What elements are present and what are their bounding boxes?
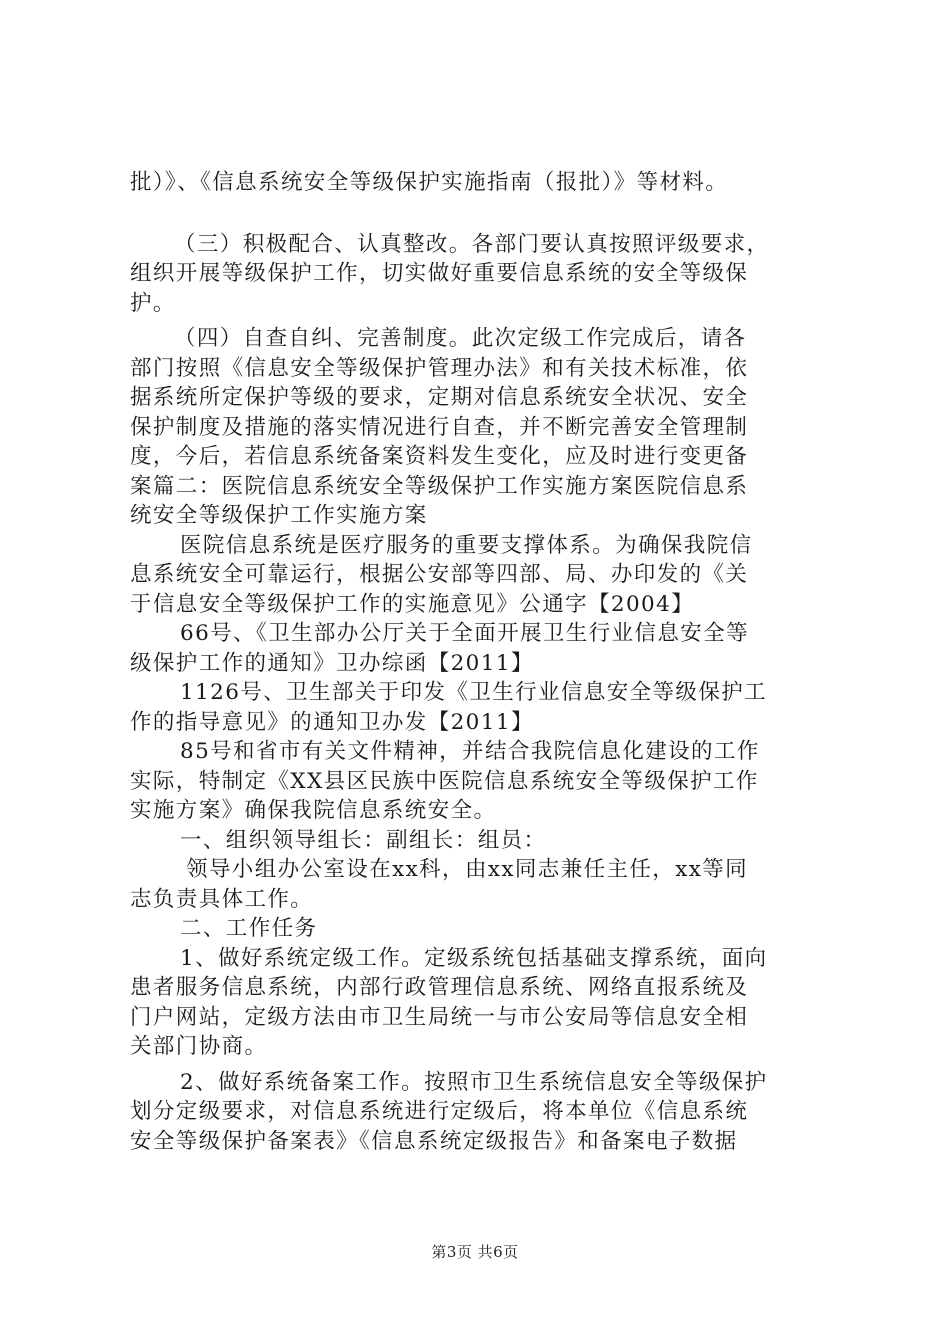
section-heading: 一、组织领导组长：副组长：组员：	[180, 827, 547, 853]
text-line: 安全等级保护备案表》《信息系统定级报告》和备案电子数据	[130, 1128, 738, 1154]
paragraph-section-tasks	[130, 914, 830, 944]
text-line: 85号和省市有关文件精神，并结合我院信息化建设的工作	[180, 739, 760, 764]
text-line: （四）自查自纠、完善制度。此次定级工作完成后，请各	[174, 326, 747, 351]
text-line: 作的指导意见》的通知卫办发【2011】	[130, 709, 534, 735]
paragraph-doc-1126	[130, 678, 830, 737]
text-line: 医院信息系统是医疗服务的重要支撑体系。为确保我院信	[180, 532, 753, 558]
text-line: 志负责具体工作。	[130, 886, 314, 912]
text-line: 级保护工作的通知》卫办综函【2011】	[130, 650, 534, 676]
text-line: 66号、《卫生部办公厅关于全面开展卫生行业信息安全等	[180, 621, 750, 646]
text-line: 领导小组办公室设在xx科，由xx同志兼任主任，xx等同	[186, 857, 749, 882]
text-line: （三）积极配合、认真整改。各部门要认真按照评级要求，	[174, 231, 770, 257]
paragraph-hospital-intro	[130, 531, 830, 620]
text-line: 护。	[130, 290, 176, 316]
paragraph-gap	[130, 198, 830, 230]
text-line: 部门按照《信息安全等级保护管理办法》和有关技术标准，依	[130, 355, 749, 381]
paragraph-doc-66	[130, 619, 830, 678]
text-line: 实施方案》确保我院信息系统安全。	[130, 798, 497, 823]
text-line: 实际，特制定《XX县区民族中医院信息系统安全等级保护工作	[130, 768, 759, 794]
text-line: 2、做好系统备案工作。按照市卫生系统信息安全等级保护	[180, 1069, 768, 1095]
text-line: 关部门协商。	[130, 1034, 268, 1059]
text-line: 划分定级要求，对信息系统进行定级后，将本单位《信息系统	[130, 1099, 749, 1124]
section-heading: 二、工作任务	[180, 916, 318, 941]
document-body	[130, 168, 830, 1156]
text-line: 组织开展等级保护工作，切实做好重要信息系统的安全等级保	[130, 261, 749, 286]
paragraph-materials-end	[130, 168, 830, 198]
paragraph-doc-85	[130, 737, 830, 826]
text-line: 1、做好系统定级工作。定级系统包括基础支撑系统，面向	[180, 945, 768, 971]
paragraph-section-four	[130, 324, 830, 531]
paragraph-task-2	[130, 1068, 830, 1157]
text-line: 据系统所定保护等级的要求，定期对信息系统安全状况、安全	[130, 385, 749, 410]
text-line: 1126号、卫生部关于印发《卫生行业信息安全等级保护工	[180, 680, 768, 705]
text-line: 案篇二：医院信息系统安全等级保护工作实施方案医院信息系	[130, 473, 749, 499]
text-line: 门户网站，定级方法由市卫生局统一与市公安局等信息安全相	[130, 1004, 749, 1030]
text-line: 统安全等级保护工作实施方案	[130, 503, 428, 528]
paragraph-task-1	[130, 944, 830, 1062]
text-line: 批）》、《信息系统安全等级保护实施指南（报批）》等材料。	[130, 170, 729, 195]
text-line: 度，今后，若信息系统备案资料发生变化，应及时进行变更备	[130, 444, 749, 469]
paragraph-section-org	[130, 826, 830, 856]
text-line: 保护制度及措施的落实情况进行自查，并不断完善安全管理制	[130, 414, 749, 440]
text-line: 息系统安全可靠运行，根据公安部等四部、局、办印发的《关	[130, 562, 749, 587]
text-line: 于信息安全等级保护工作的实施意见》公通字【2004】	[130, 591, 695, 617]
page-number: 第3页 共6页	[431, 1243, 519, 1261]
paragraph-section-three	[130, 230, 830, 319]
text-line: 患者服务信息系统，内部行政管理信息系统、网络直报系统及	[130, 975, 749, 1000]
paragraph-office	[130, 855, 830, 914]
